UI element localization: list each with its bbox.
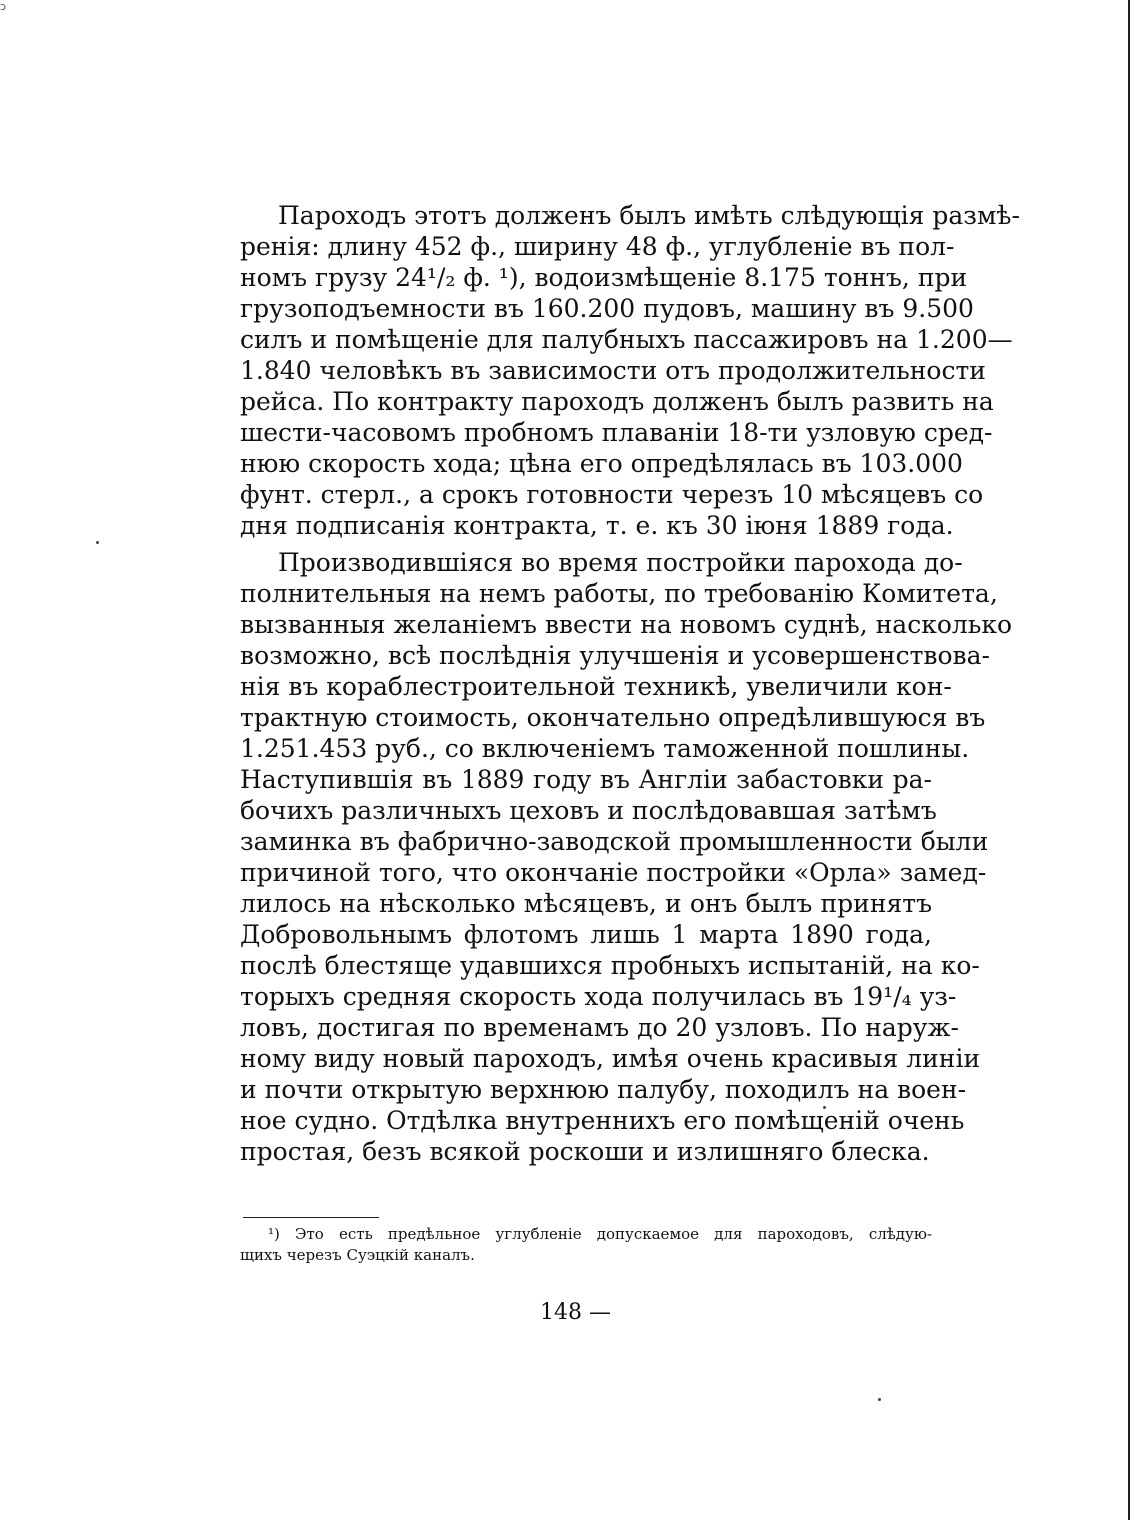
footnote-divider — [243, 1217, 379, 1218]
text-line: трактную стоимость, окончательно опредѣлившуюся въ — [240, 703, 986, 732]
page-number: 148 — — [540, 1300, 611, 1325]
text-line: Производившіяся во время постройки парохода до- — [278, 548, 963, 577]
text-line: послѣ блестяще удавшихся пробныхъ испытаній, на ко- — [240, 951, 980, 980]
scan-speck — [96, 541, 99, 544]
text-line: дня подписанія контракта, т. е. къ 30 іюня 1889 года. — [240, 511, 954, 540]
text-line: фунт. стерл., а срокъ готовности черезъ 10 мѣсяцевъ со — [240, 480, 984, 509]
text-line: полнительныя на немъ работы, по требованію Комитета, — [240, 579, 998, 608]
text-line: торыхъ средняя скорость хода получилась въ 19¹/₄ уз- — [240, 982, 957, 1011]
page-edge-rule — [1128, 0, 1130, 1520]
text-line: рейса. По контракту пароходъ долженъ былъ развить на — [240, 387, 994, 416]
text-line: ное судно. Отдѣлка внутреннихъ его помѣщеній очень — [240, 1106, 965, 1135]
paragraph-1 — [240, 200, 1020, 541]
text-line: 1.840 человѣкъ въ зависимости отъ продолжительности — [240, 356, 986, 385]
text-line: нюю скорость хода; цѣна его опредѣлялась въ 103.000 — [240, 449, 963, 478]
corner-scan-mark: ↄ — [0, 0, 7, 13]
text-line: грузоподъемности въ 160.200 пудовъ, машину въ 9.500 — [240, 294, 974, 323]
text-line: Наступившія въ 1889 году въ Англіи забастовки ра- — [240, 765, 932, 794]
main-text — [240, 200, 1020, 1167]
text-line: ренія: длину 452 ф., ширину 48 ф., углубленіе въ пол- — [240, 232, 955, 261]
text-line: 1.251.453 руб., со включеніемъ таможенной пошлины. — [240, 734, 970, 763]
text-line: причиной того, что окончаніе постройки «Орла» замед- — [240, 858, 987, 887]
text-line: силъ и помѣщеніе для палубныхъ пассажировъ на 1.200— — [240, 325, 1013, 354]
text-line: ному виду новый пароходъ, имѣя очень красивыя линіи — [240, 1044, 981, 1073]
text-line: номъ грузу 24¹/₂ ф. ¹), водоизмѣщеніе 8.175 тоннъ, при — [240, 263, 968, 292]
footnote-line: ¹) Это есть предѣльное углубленіе допускаемое для пароходовъ, слѣдую- — [268, 1225, 932, 1243]
text-line: бочихъ различныхъ цеховъ и послѣдовавшая затѣмъ — [240, 796, 937, 825]
text-line: вызванныя желаніемъ ввести на новомъ суднѣ, насколько — [240, 610, 1013, 639]
text-line: нія въ кораблестроительной техникѣ, увеличили кон- — [240, 672, 952, 701]
text-line: и почти открытую верхнюю палубу, походилъ на воен- — [240, 1075, 967, 1104]
footnote — [240, 1224, 932, 1266]
scan-speck — [878, 1398, 881, 1401]
text-line: возможно, всѣ послѣднія улучшенія и усовершенствова- — [240, 641, 990, 670]
text-line: заминка въ фабрично-заводской промышленности были — [240, 827, 989, 856]
text-line: шести-часовомъ пробномъ плаваніи 18-ти узловую сред- — [240, 418, 993, 447]
text-line: простая, безъ всякой роскоши и излишняго блеска. — [240, 1137, 930, 1166]
paragraph-2 — [240, 547, 1013, 1167]
text-line: Пароходъ этотъ долженъ былъ имѣть слѣдующія размѣ- — [278, 201, 1020, 230]
text-line: лилось на нѣсколько мѣсяцевъ, и онъ былъ принятъ — [240, 889, 932, 918]
footnote-line: щихъ черезъ Суэцкій каналъ. — [240, 1246, 475, 1264]
text-line: Добровольнымъ флотомъ лишь 1 марта 1890 года, — [240, 920, 932, 949]
text-line: ловъ, достигая по временамъ до 20 узловъ. По наруж- — [240, 1013, 959, 1042]
